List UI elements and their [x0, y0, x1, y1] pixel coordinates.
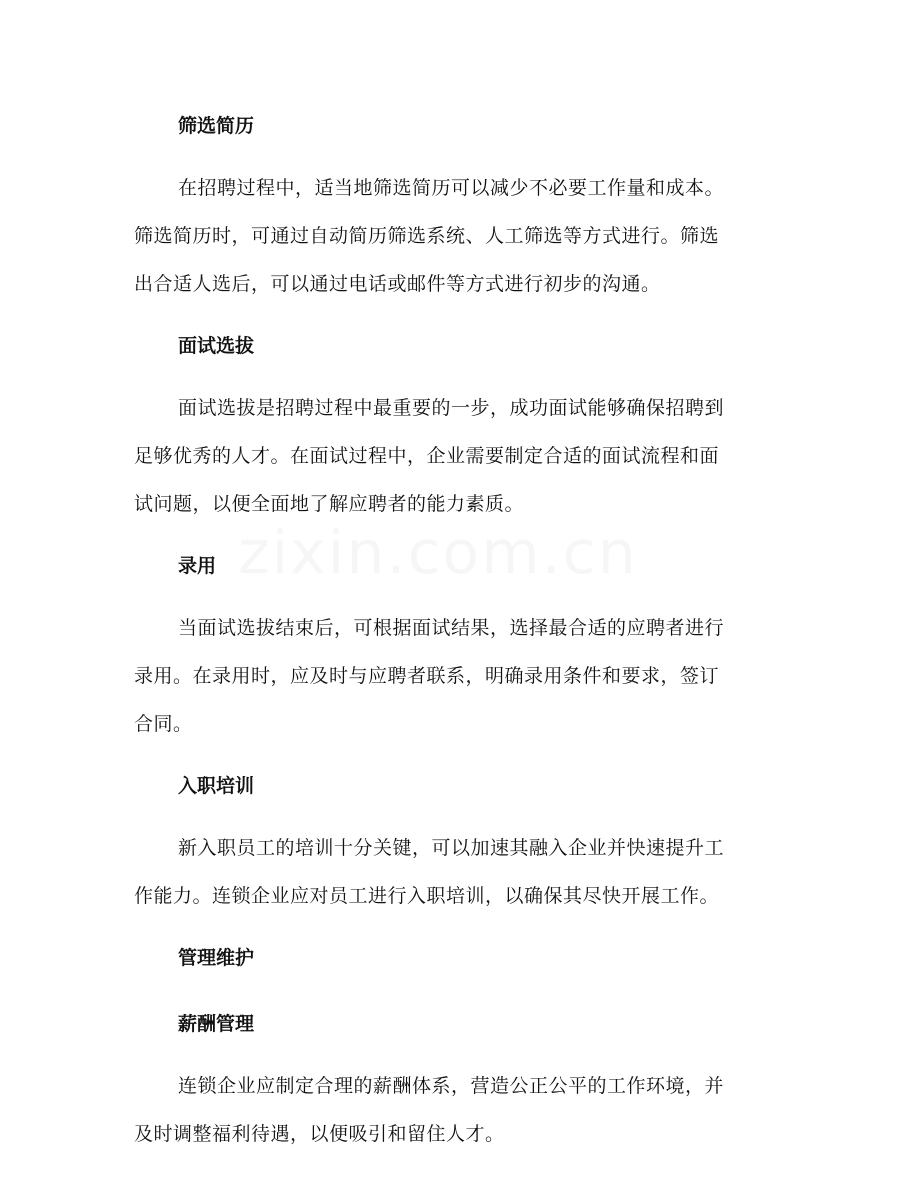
section-heading-resume-screening: 筛选简历 [178, 115, 255, 137]
section-paragraph-hiring: 当面试选拔结束后，可根据面试结果，选择最合适的应聘者进行 录用。在录用时，应及时与应聘者联系，明确录用条件和要求，签订 合同。 [134, 617, 725, 735]
section-paragraph-onboarding: 新入职员工的培训十分关键，可以加速其融入企业并快速提升工 作能力。连锁企业应对员工进行入职培训，以确保其尽快开展工作。 [134, 837, 725, 907]
section-heading-compensation: 薪酬管理 [178, 1013, 255, 1035]
section-heading-onboarding: 入职培训 [178, 775, 255, 797]
section-paragraph-compensation: 连锁企业应制定合理的薪酬体系，营造公正公平的工作环境，并 及时调整福利待遇，以便吸引和留住人才。 [134, 1075, 725, 1145]
section-heading-interview: 面试选拔 [178, 335, 255, 357]
document-body [134, 108, 774, 1158]
section-paragraph-resume-screening: 在招聘过程中，适当地筛选简历可以减少不必要工作量和成本。 筛选简历时，可通过自动简历筛选系统、人工筛选等方式进行。筛选 出合适人选后，可以通过电话或邮件等方式进行初步的沟通。 [134, 177, 725, 295]
section-heading-management: 管理维护 [178, 947, 255, 969]
section-paragraph-interview: 面试选拔是招聘过程中最重要的一步，成功面试能够确保招聘到 足够优秀的人才。在面试过程中，企业需要制定合适的面试流程和面 试问题，以便全面地了解应聘者的能力素质。 [134, 397, 725, 515]
section-heading-hiring: 录用 [178, 555, 217, 577]
